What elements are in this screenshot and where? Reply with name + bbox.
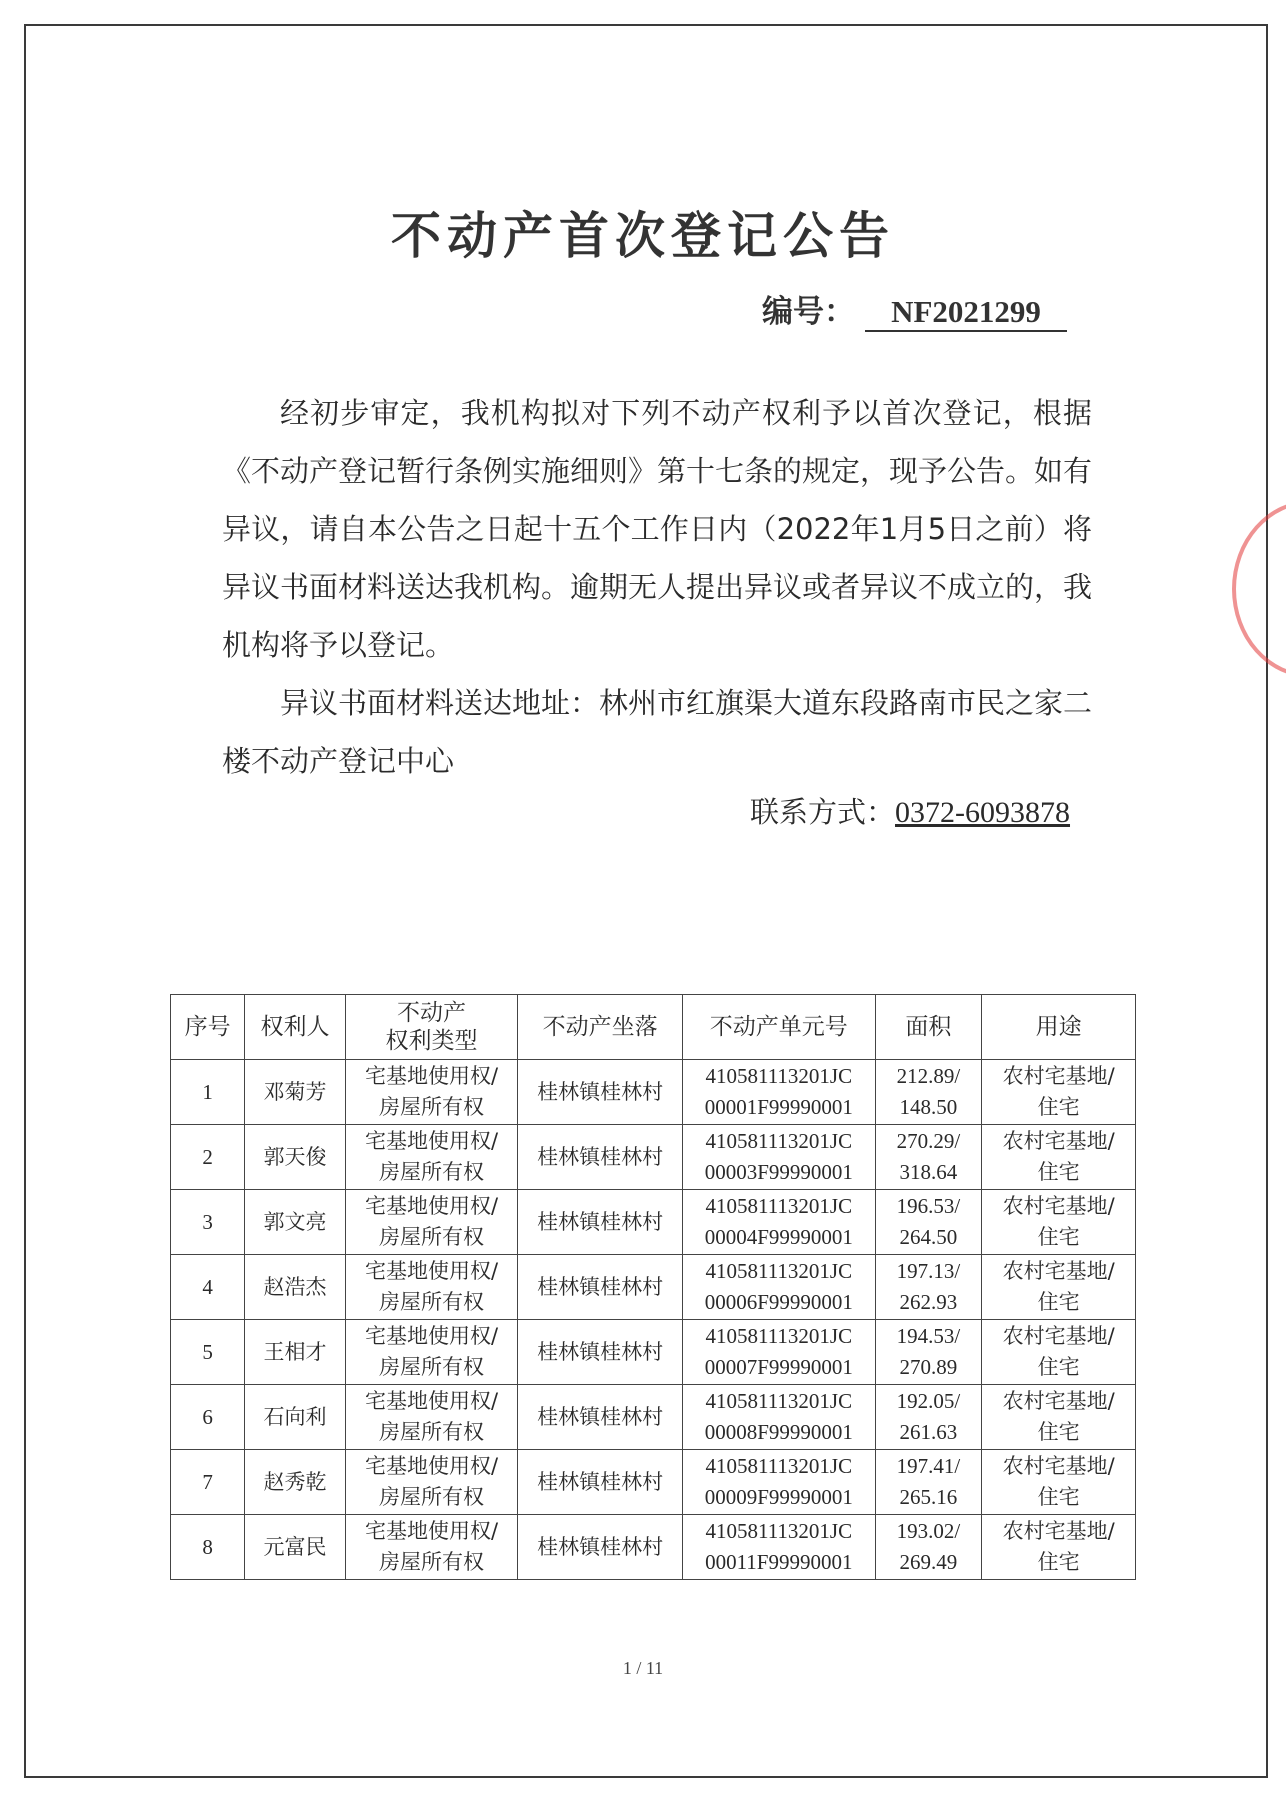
cell-no <box>171 1060 245 1125</box>
cell-no <box>171 1385 245 1450</box>
cell-area <box>875 1320 982 1385</box>
cell-use <box>982 1190 1136 1255</box>
cell-unit-number-line2: 00006F99990001 <box>704 1290 853 1314</box>
cell-right-type-line2: 房屋所有权 <box>379 1485 485 1509</box>
cell-no-line1: 5 <box>202 1339 213 1364</box>
cell-unit-number <box>682 1515 875 1580</box>
cell-unit-number <box>682 1060 875 1125</box>
cell-area-line2: 318.64 <box>899 1160 958 1184</box>
cell-location <box>518 1320 683 1385</box>
cell-use-line1: 农村宅基地/ <box>1002 1129 1115 1153</box>
cell-no-line1: 6 <box>202 1404 213 1429</box>
cell-use-line2: 住宅 <box>1037 1160 1080 1184</box>
cell-area-line1: 194.53/ <box>896 1324 961 1348</box>
cell-location-line1: 桂林镇桂林村 <box>537 1274 664 1299</box>
cell-right-type-line2: 房屋所有权 <box>379 1095 485 1119</box>
cell-owner-line1: 石向利 <box>263 1404 327 1429</box>
cell-owner-line1: 郭天俊 <box>263 1144 327 1169</box>
table-row <box>171 1125 1136 1190</box>
cell-unit-number-line2: 00009F99990001 <box>704 1485 853 1509</box>
cell-use-line1: 农村宅基地/ <box>1002 1064 1115 1088</box>
cell-unit-number-line1: 410581113201JC <box>705 1324 853 1348</box>
cell-area-line2: 270.89 <box>899 1355 958 1379</box>
cell-no-line1: 1 <box>202 1079 213 1104</box>
cell-right-type <box>345 1125 518 1190</box>
cell-use <box>982 1255 1136 1320</box>
header-right-type <box>345 995 518 1060</box>
table-row <box>171 1190 1136 1255</box>
cell-use-line2: 住宅 <box>1037 1420 1080 1444</box>
cell-right-type-line1: 宅基地使用权/ <box>364 1389 499 1413</box>
table-row <box>171 1385 1136 1450</box>
cell-owner-line1: 赵浩杰 <box>263 1274 327 1299</box>
header-location: 不动产坐落 <box>518 995 683 1060</box>
header-no: 序号 <box>171 995 245 1060</box>
cell-use-line1: 农村宅基地/ <box>1002 1194 1115 1218</box>
cell-unit-number-line2: 00008F99990001 <box>704 1420 853 1444</box>
cell-location <box>518 1190 683 1255</box>
cell-owner <box>245 1125 346 1190</box>
cell-location-line1: 桂林镇桂林村 <box>537 1144 664 1169</box>
cell-unit-number-line1: 410581113201JC <box>705 1454 853 1478</box>
cell-use <box>982 1385 1136 1450</box>
cell-unit-number <box>682 1255 875 1320</box>
cell-owner <box>245 1190 346 1255</box>
cell-unit-number-line2: 00003F99990001 <box>704 1160 853 1184</box>
cell-owner-line1: 赵秀乾 <box>263 1469 327 1494</box>
notice-paragraph-1: 经初步审定，我机构拟对下列不动产权利予以首次登记，根据《不动产登记暂行条例实施细则》第十七条的规定，现予公告。如有异议，请自本公告之日起十五个工作日内（2022年1月5日之前）将异议书面材料送达我机构。逾期无人提出异议或者异议不成立的，我机构将予以登记。 <box>222 396 1093 662</box>
cell-right-type <box>345 1190 518 1255</box>
cell-no-line1: 2 <box>202 1144 213 1169</box>
cell-unit-number-line1: 410581113201JC <box>705 1194 853 1218</box>
header-area: 面积 <box>875 995 982 1060</box>
cell-use-line1: 农村宅基地/ <box>1002 1519 1115 1543</box>
header-owner: 权利人 <box>245 995 346 1060</box>
cell-location-line1: 桂林镇桂林村 <box>537 1339 664 1364</box>
cell-owner <box>245 1385 346 1450</box>
table-row <box>171 1060 1136 1125</box>
cell-unit-number <box>682 1450 875 1515</box>
header-right-type-line2: 权利类型 <box>385 1028 478 1054</box>
cell-right-type-line1: 宅基地使用权/ <box>364 1519 499 1543</box>
cell-use-line2: 住宅 <box>1037 1355 1080 1379</box>
cell-right-type-line1: 宅基地使用权/ <box>364 1194 499 1218</box>
cell-unit-number <box>682 1385 875 1450</box>
cell-area-line1: 270.29/ <box>896 1129 961 1153</box>
cell-no <box>171 1255 245 1320</box>
cell-use <box>982 1515 1136 1580</box>
cell-use <box>982 1060 1136 1125</box>
cell-unit-number-line2: 00011F99990001 <box>705 1550 853 1574</box>
cell-right-type-line2: 房屋所有权 <box>379 1290 485 1314</box>
cell-area-line2: 148.50 <box>899 1095 958 1119</box>
cell-right-type-line2: 房屋所有权 <box>379 1355 485 1379</box>
document-number <box>762 286 1067 332</box>
cell-no-line1: 3 <box>202 1209 213 1234</box>
cell-no-line1: 4 <box>202 1274 213 1299</box>
cell-area-line2: 265.16 <box>899 1485 958 1509</box>
cell-area <box>875 1060 982 1125</box>
cell-use-line2: 住宅 <box>1037 1550 1080 1574</box>
table-row <box>171 1515 1136 1580</box>
cell-unit-number-line1: 410581113201JC <box>705 1129 853 1153</box>
cell-area <box>875 1190 982 1255</box>
cell-unit-number-line2: 00001F99990001 <box>704 1095 853 1119</box>
header-use: 用途 <box>982 995 1136 1060</box>
cell-location <box>518 1515 683 1580</box>
document-number-value: NF2021299 <box>865 294 1067 332</box>
cell-unit-number-line1: 410581113201JC <box>705 1519 853 1543</box>
cell-use-line2: 住宅 <box>1037 1485 1080 1509</box>
cell-area <box>875 1450 982 1515</box>
cell-no <box>171 1320 245 1385</box>
cell-no <box>171 1450 245 1515</box>
cell-right-type-line1: 宅基地使用权/ <box>364 1454 499 1478</box>
cell-right-type <box>345 1450 518 1515</box>
cell-right-type-line2: 房屋所有权 <box>379 1550 485 1574</box>
cell-use-line1: 农村宅基地/ <box>1002 1389 1115 1413</box>
cell-area-line1: 212.89/ <box>896 1064 961 1088</box>
cell-area <box>875 1515 982 1580</box>
cell-no <box>171 1515 245 1580</box>
table-row <box>171 1255 1136 1320</box>
contact-info <box>750 790 1070 831</box>
cell-right-type <box>345 1385 518 1450</box>
cell-unit-number-line2: 00004F99990001 <box>704 1225 853 1249</box>
table-row <box>171 1320 1136 1385</box>
cell-right-type <box>345 1060 518 1125</box>
cell-location-line1: 桂林镇桂林村 <box>537 1079 664 1104</box>
cell-unit-number <box>682 1320 875 1385</box>
table-body <box>171 1060 1136 1580</box>
cell-area-line2: 264.50 <box>899 1225 958 1249</box>
cell-right-type <box>345 1515 518 1580</box>
cell-unit-number-line1: 410581113201JC <box>705 1064 853 1088</box>
cell-area-line1: 192.05/ <box>896 1389 961 1413</box>
document-number-label: 编号： <box>762 294 855 330</box>
cell-owner-line1: 元富民 <box>263 1534 327 1559</box>
cell-right-type-line1: 宅基地使用权/ <box>364 1324 499 1348</box>
cell-owner <box>245 1255 346 1320</box>
cell-use <box>982 1450 1136 1515</box>
cell-area-line1: 197.13/ <box>896 1259 961 1283</box>
cell-no <box>171 1125 245 1190</box>
cell-right-type-line1: 宅基地使用权/ <box>364 1064 499 1088</box>
cell-use-line1: 农村宅基地/ <box>1002 1454 1115 1478</box>
cell-right-type <box>345 1255 518 1320</box>
cell-right-type-line1: 宅基地使用权/ <box>364 1259 499 1283</box>
cell-location-line1: 桂林镇桂林村 <box>537 1404 664 1429</box>
cell-location-line1: 桂林镇桂林村 <box>537 1209 664 1234</box>
cell-area-line2: 269.49 <box>899 1550 958 1574</box>
cell-area <box>875 1385 982 1450</box>
cell-no-line1: 8 <box>202 1534 213 1559</box>
document-title: 不动产首次登记公告 <box>391 207 895 265</box>
cell-area-line1: 197.41/ <box>896 1454 961 1478</box>
cell-location <box>518 1450 683 1515</box>
cell-no-line1: 7 <box>202 1469 213 1494</box>
cell-unit-number <box>682 1190 875 1255</box>
table-header-row <box>171 995 1136 1060</box>
cell-area-line1: 196.53/ <box>896 1194 961 1218</box>
cell-no <box>171 1190 245 1255</box>
cell-use-line2: 住宅 <box>1037 1225 1080 1249</box>
cell-owner-line1: 郭文亮 <box>263 1209 327 1234</box>
cell-unit-number-line1: 410581113201JC <box>705 1259 853 1283</box>
cell-right-type <box>345 1320 518 1385</box>
table-row <box>171 1450 1136 1515</box>
contact-label: 联系方式： <box>750 795 896 829</box>
cell-use-line2: 住宅 <box>1037 1290 1080 1314</box>
notice-paragraph-2: 异议书面材料送达地址：林州市红旗渠大道东段路南市民之家二楼不动产登记中心 <box>222 686 1093 778</box>
cell-use-line1: 农村宅基地/ <box>1002 1259 1115 1283</box>
cell-owner <box>245 1450 346 1515</box>
cell-right-type-line2: 房屋所有权 <box>379 1225 485 1249</box>
cell-owner <box>245 1320 346 1385</box>
notice-body <box>222 384 1092 790</box>
registration-table <box>170 994 1136 1580</box>
header-right-type-line1: 不动产 <box>397 1000 467 1026</box>
cell-area <box>875 1125 982 1190</box>
page-number: 1 / 11 <box>622 1658 664 1678</box>
cell-owner <box>245 1060 346 1125</box>
cell-location-line1: 桂林镇桂林村 <box>537 1469 664 1494</box>
cell-unit-number <box>682 1125 875 1190</box>
cell-location <box>518 1255 683 1320</box>
cell-owner-line1: 王相才 <box>263 1339 327 1364</box>
cell-location <box>518 1060 683 1125</box>
cell-location <box>518 1125 683 1190</box>
cell-owner-line1: 邓菊芳 <box>263 1079 327 1104</box>
cell-right-type-line2: 房屋所有权 <box>379 1420 485 1444</box>
cell-right-type-line2: 房屋所有权 <box>379 1160 485 1184</box>
cell-area-line2: 261.63 <box>899 1420 958 1444</box>
cell-location-line1: 桂林镇桂林村 <box>537 1534 664 1559</box>
contact-phone: 0372-6093878 <box>895 796 1071 829</box>
cell-use <box>982 1320 1136 1385</box>
cell-right-type-line1: 宅基地使用权/ <box>364 1129 499 1153</box>
cell-unit-number-line2: 00007F99990001 <box>704 1355 853 1379</box>
cell-use-line1: 农村宅基地/ <box>1002 1324 1115 1348</box>
cell-location <box>518 1385 683 1450</box>
cell-unit-number-line1: 410581113201JC <box>705 1389 853 1413</box>
cell-area-line2: 262.93 <box>899 1290 958 1314</box>
cell-area <box>875 1255 982 1320</box>
header-unit-number: 不动产单元号 <box>682 995 875 1060</box>
cell-use-line2: 住宅 <box>1037 1095 1080 1119</box>
cell-use <box>982 1125 1136 1190</box>
cell-owner <box>245 1515 346 1580</box>
cell-area-line1: 193.02/ <box>896 1519 961 1543</box>
